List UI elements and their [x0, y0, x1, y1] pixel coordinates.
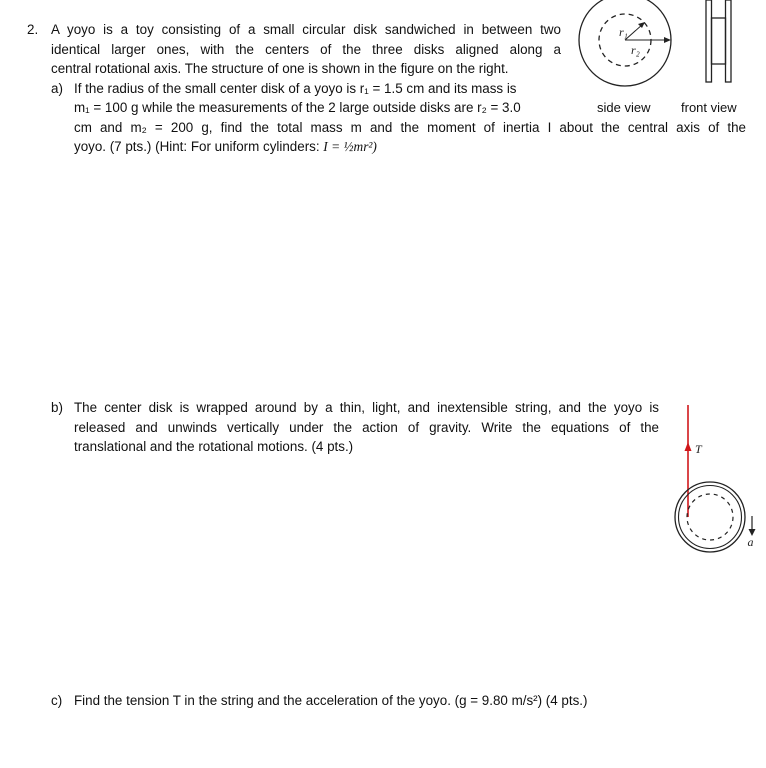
part-c-text: Find the tension T in the string and the acceleration of the yoyo. (g = 9.80 m/s²) (4 pts.) — [74, 693, 588, 708]
part-a-line-4 — [74, 137, 377, 157]
part-b-line-1: The center disk is wrapped around by a thin, light, and inextensible string, and the yoyo is — [74, 400, 659, 415]
yoyo-front-view-figure — [690, 0, 750, 90]
intro-line-1: A yoyo is a toy consisting of a small circular disk sandwiched in between two — [51, 22, 561, 37]
tension-label: T — [695, 442, 702, 456]
front-view-center-disk — [712, 18, 726, 64]
accel-label: a — [747, 535, 754, 549]
part-b-line-3: translational and the rotational motions. (4 pts.) — [74, 439, 354, 454]
part-b-letter: b) — [51, 400, 63, 415]
yoyo-side-view-figure — [575, 0, 685, 100]
yoyo-axle-dashed-circle — [687, 494, 733, 540]
side-view-label: side view — [597, 100, 651, 115]
part-c-letter: c) — [51, 693, 63, 708]
part-a-hint-text: yoyo. (7 pts.) (Hint: For uniform cylinders: — [74, 139, 324, 154]
part-a-line-2: m₁ = 100 g while the measurements of the 2 large outside disks are r₂ = 3.0 — [74, 100, 521, 115]
outer-disk-circle — [579, 0, 671, 86]
part-a-line-3: cm and m₂ = 200 g, find the total mass m and the moment of inertia I about the central axis of the — [74, 119, 746, 135]
yoyo-outer-circle — [675, 482, 745, 552]
part-a-letter: a) — [51, 80, 63, 96]
intro-line-3: central rotational axis. The structure of one is shown in the figure on the right. — [51, 61, 509, 76]
r2-label: r₂ — [631, 43, 640, 57]
yoyo-string-figure — [660, 400, 766, 560]
part-b-line-2: released and unwinds vertically under the action of gravity. Write the equations of the — [74, 419, 659, 435]
inertia-formula: I = ½mr²) — [323, 139, 377, 154]
front-view-left-disk — [706, 0, 712, 82]
r2-arrowhead — [664, 37, 671, 43]
tension-arrowhead — [685, 442, 692, 451]
r1-label: r₁ — [619, 25, 628, 39]
front-view-right-disk — [726, 0, 732, 82]
part-a-line-1: If the radius of the small center disk of a yoyo is r₁ = 1.5 cm and its mass is — [74, 80, 517, 96]
front-view-label: front view — [681, 100, 737, 115]
problem-number: 2. — [27, 22, 39, 37]
intro-line-2: identical larger ones, with the centers of the three disks aligned along a — [51, 41, 561, 57]
